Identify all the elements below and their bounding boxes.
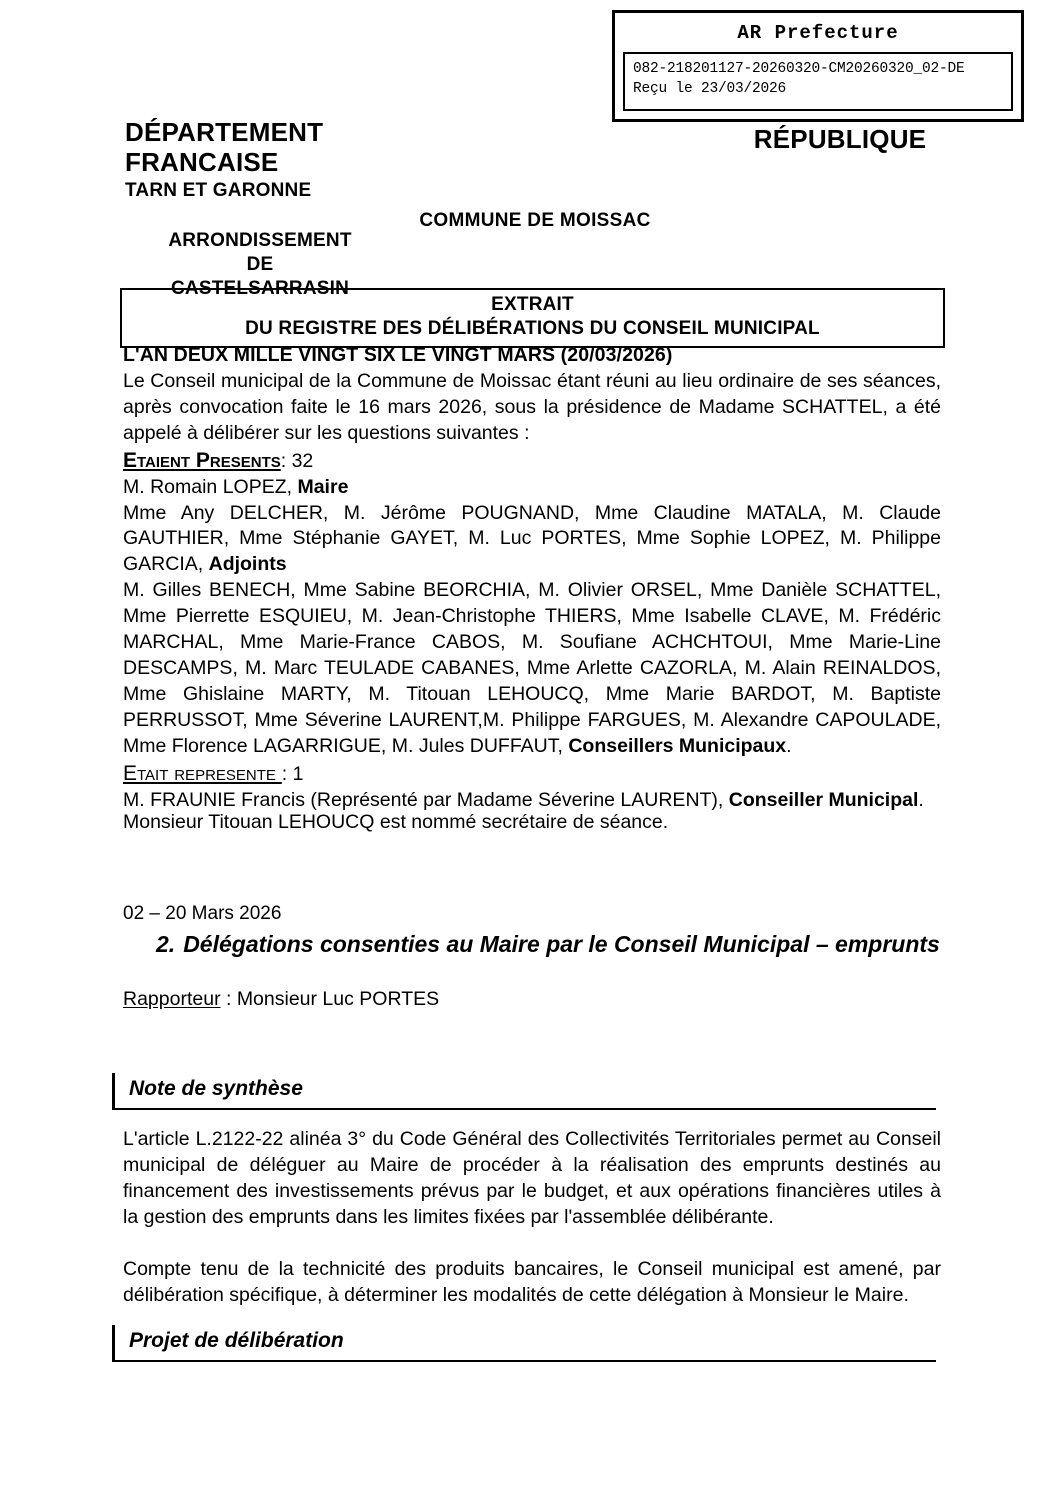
rapporteur-label: Rapporteur bbox=[123, 988, 221, 1010]
extrait-subtitle: DU REGISTRE DES DÉLIBÉRATIONS DU CONSEIL MUNICIPAL bbox=[245, 317, 820, 339]
department-name: TARN ET GARONNE bbox=[125, 179, 312, 201]
ar-reference-number: 082-218201127-20260320-CM20260320_02-DE bbox=[633, 61, 965, 77]
ar-prefecture-details bbox=[623, 52, 1013, 111]
conseillers-role: Conseillers Municipaux bbox=[568, 734, 787, 757]
note-de-synthese-body bbox=[123, 1127, 941, 1309]
adjoints-line bbox=[123, 501, 941, 579]
conseillers-names: M. Gilles BENECH, Mme Sabine BEORCHIA, M. Olivier ORSEL, Mme Danièle SCHATTEL, Mme Pierrette ESQUIEU, M. Jean-Christophe THIERS, Mme Isabelle CLAVE, M. Frédéric MARCHAL, Mme Marie-France CABOS, M. Soufiane ACHCHTOUI, Mme Marie-Line DESCAMPS, M. Marc TEULADE CABANES, Mme Arlette CAZORLA, M. Alain REINALDOS, Mme Ghislaine MARTY, M. Titouan LEHOUCQ, Mme Marie BARDOT, M. Baptiste PERRUSSOT, Mme Séverine LAURENT,M. Philippe FARGUES, M. Alexandre CAPOULADE, Mme Florence LAGARRIGUE, M. Jules DUFFAUT, bbox=[123, 579, 941, 757]
arrondissement-name: CASTELSARRASIN bbox=[170, 278, 350, 300]
represente-label: Etait represente bbox=[123, 761, 282, 785]
adjoints-role: Adjoints bbox=[208, 553, 287, 576]
presents-count: : 32 bbox=[280, 449, 314, 472]
document-header bbox=[0, 117, 1058, 300]
conseillers-end: . bbox=[786, 734, 792, 757]
represente-count: : 1 bbox=[281, 762, 304, 785]
deliberation-title-text: Délégations consenties au Maire par le Conseil Municipal – emprunts bbox=[183, 931, 940, 957]
rapporteur-line bbox=[123, 988, 439, 1011]
ar-received-date: Reçu le 23/03/2026 bbox=[633, 80, 787, 97]
presents-label: Etaient Presents bbox=[123, 448, 281, 472]
ar-prefecture-title: AR Prefecture bbox=[737, 22, 899, 44]
represente-end: . bbox=[918, 788, 924, 811]
represente-role: Conseiller Municipal bbox=[728, 788, 919, 811]
arrondissement-de: DE bbox=[246, 253, 274, 275]
represente-name: M. FRAUNIE Francis (Représenté par Madame Séverine LAURENT), bbox=[123, 788, 729, 811]
note-paragraph-1: L'article L.2122-22 alinéa 3° du Code Général des Collectivités Territoriales permet au Conseil municipal de déléguer au Maire de procéder à la réalisation des emprunts destinés au financement des investissements prévus par le budget, et aux opérations financières utiles à la gestion des emprunts dans les limites fixées par l'assemblée délibérante. bbox=[123, 1128, 941, 1228]
note-de-synthese-heading: Note de synthèse bbox=[112, 1073, 936, 1110]
session-date-heading: L'AN DEUX MILLE VINGT SIX LE VINGT MARS (20/03/2026) bbox=[123, 344, 673, 366]
maire-line bbox=[123, 475, 941, 501]
convocation-paragraph: Le Conseil municipal de la Commune de Moissac étant réuni au lieu ordinaire de ses séances, après convocation faite le 16 mars 2026, sous la présidence de Madame SCHATTEL, a été appelé à délibérer sur les questions suivantes : bbox=[123, 369, 941, 444]
extrait-title: EXTRAIT bbox=[491, 294, 574, 315]
session-details bbox=[123, 343, 941, 814]
rapporteur-value: : Monsieur Luc PORTES bbox=[220, 988, 440, 1010]
republique-label: RÉPUBLIQUE bbox=[753, 124, 927, 154]
secretary-line: Monsieur Titouan LEHOUCQ est nommé secrétaire de séance. bbox=[123, 811, 669, 833]
presents-line bbox=[123, 447, 941, 475]
adjoints-names: Mme Any DELCHER, M. Jérôme POUGNAND, Mme Claudine MATALA, M. Claude GAUTHIER, Mme Stéphanie GAYET, M. Luc PORTES, Mme Sophie LOPEZ, M. Philippe GARCIA, bbox=[123, 501, 941, 576]
department-label-line2: FRANCAISE bbox=[125, 146, 279, 177]
projet-de-deliberation-heading: Projet de délibération bbox=[112, 1325, 936, 1362]
deliberation-number-date: 02 – 20 Mars 2026 bbox=[123, 903, 282, 924]
department-label-line1: DÉPARTEMENT bbox=[125, 117, 324, 147]
maire-name: M. Romain LOPEZ, bbox=[123, 475, 298, 498]
commune-label: COMMUNE DE MOISSAC bbox=[419, 210, 651, 231]
represente-line bbox=[123, 760, 941, 788]
note-paragraph-2: Compte tenu de la technicité des produits bancaires, le Conseil municipal est amené, par délibération spécifique, à déterminer les modalités de cette délégation à Monsieur le Maire. bbox=[123, 1257, 941, 1306]
deliberation-title-number: 2. bbox=[156, 931, 176, 957]
conseillers-line bbox=[123, 578, 941, 759]
maire-role: Maire bbox=[297, 475, 349, 498]
deliberation-title-block bbox=[158, 930, 943, 959]
arrondissement-label: ARRONDISSEMENT bbox=[168, 229, 352, 251]
extrait-box bbox=[120, 288, 945, 348]
ar-prefecture-stamp bbox=[612, 10, 1024, 122]
